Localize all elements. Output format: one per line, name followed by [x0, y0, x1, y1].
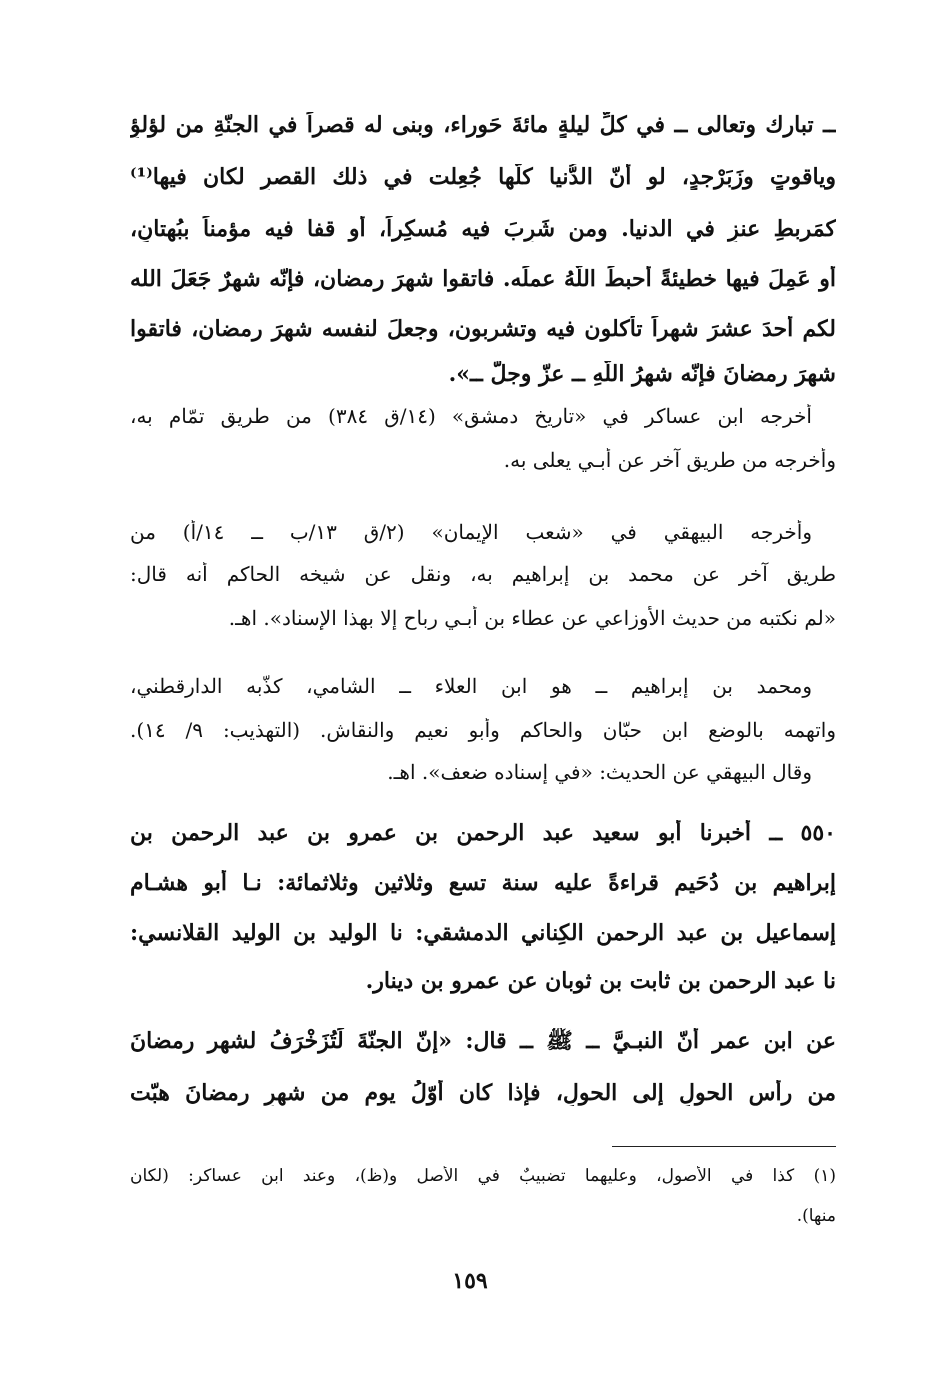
hadith-line: أو عَمِلَ فيها خطيئةً أحبطَ اللَّهُ عملَه. فاتقوا شهرَ رمضان، فإنّه شهرٌ جَعَلَ الله [130, 266, 836, 292]
isnad-line: ٥٥٠ ــ أخبرنا أبو سعيد عبد الرحمن بن عمرو بن عبد الرحمن بن [130, 820, 836, 846]
matn-line: من رأسِ الحولِ إلى الحولِ، فإذا كان أوّلُ يومٍ من شهرِ رمضانَ هبّت [130, 1080, 836, 1106]
isnad-line: نا عبد الرحمن بن ثابت بن ثوبان عن عمرو بن دينار. [365, 968, 836, 994]
isnad-line: إسماعيل بن عبد الرحمن الكِناني الدمشقي: نا الوليد بن الوليد القلانسي: [130, 920, 836, 946]
footnote-line: (١) كذا في الأصول، وعليهما تضبيبٌ في الأصل و(ظ)، وعند ابن عساكر: (لكان [130, 1166, 836, 1186]
hadith-line: شهرَ رمضانَ فإنّه شهرُ اللَّهِ ــ عزّ وجلّ ــ». [448, 361, 836, 387]
hadith-line: لكم أحدَ عشرَ شهراً تأكلون فيه وتشربون، وجعلَ لنفسه شهرَ رمضان، فاتقوا [130, 316, 836, 342]
takhrij-line: وقال البيهقي عن الحديث: «في إسناده ضعف». اهـ. [387, 760, 812, 784]
hadith-line: ــ تبارك وتعالى ــ في كلِّ ليلةٍ مائةَ حَوراء، وبنى له قصراً في الجنّةِ من لؤلؤٍ [130, 112, 836, 138]
footnote-line: منها). [796, 1206, 836, 1226]
hadith-line: وياقوتٍ وزَبَرْجدٍ، لو أنّ الدُّنيا كلَّها جُعِلت في ذلك القصرِ لكان فيها⁽¹⁾ [130, 164, 836, 190]
page-number: ١٥٩ [452, 1268, 488, 1294]
takhrij-line: ومحمد بن إبراهيم ــ هو ابن العلاء ــ الشامي، كذّبه الدارقطني، [130, 674, 812, 698]
takhrij-line: وأخرجه البيهقي في «شعب الإيمان» (٢/ق ١٣/ب ــ ١٤/أ) من [130, 520, 812, 544]
takhrij-line: طريق آخر عن محمد بن إبراهيم به، ونقل عن شيخه الحاكم أنه قال: [130, 562, 836, 586]
footnote-separator [612, 1146, 836, 1147]
takhrij-line: وأخرجه من طريقٍ آخر عن أبـي يعلى به. [503, 448, 836, 472]
takhrij-line: أخرجه ابن عساكر في «تاريخ دمشق» (١٤/ق ٣٨٤) من طريق تمّام به، [130, 404, 812, 428]
hadith-line: كمَربطِ عنزٍ في الدنيا. ومن شَرِبَ فيه مُسكِراً، أو قفا فيه مؤمناً ببُهتانٍ، [130, 216, 836, 242]
takhrij-line: «لم نكتبه من حديث الأوزاعي عن عطاء بن أبـي رباح إلا بهذا الإسناد». اهـ. [228, 606, 836, 630]
matn-line: عن ابن عمر أنّ النبـيَّ ــ ﷺ ــ قال: «إنّ الجنّةَ لَتُزَخْرَفُ لشهر رمضانَ [130, 1028, 836, 1054]
takhrij-line: واتهمه بالوضع ابن حبّان والحاكم وأبو نعيم والنقاش. (التهذيب: ٩/ ١٤). [130, 718, 836, 742]
isnad-line: إبراهيم بن دُحَيم قراءةً عليه سنة تسعٍ وثلاثين وثلاثمائة: نـا أبو هشـام [130, 870, 836, 896]
